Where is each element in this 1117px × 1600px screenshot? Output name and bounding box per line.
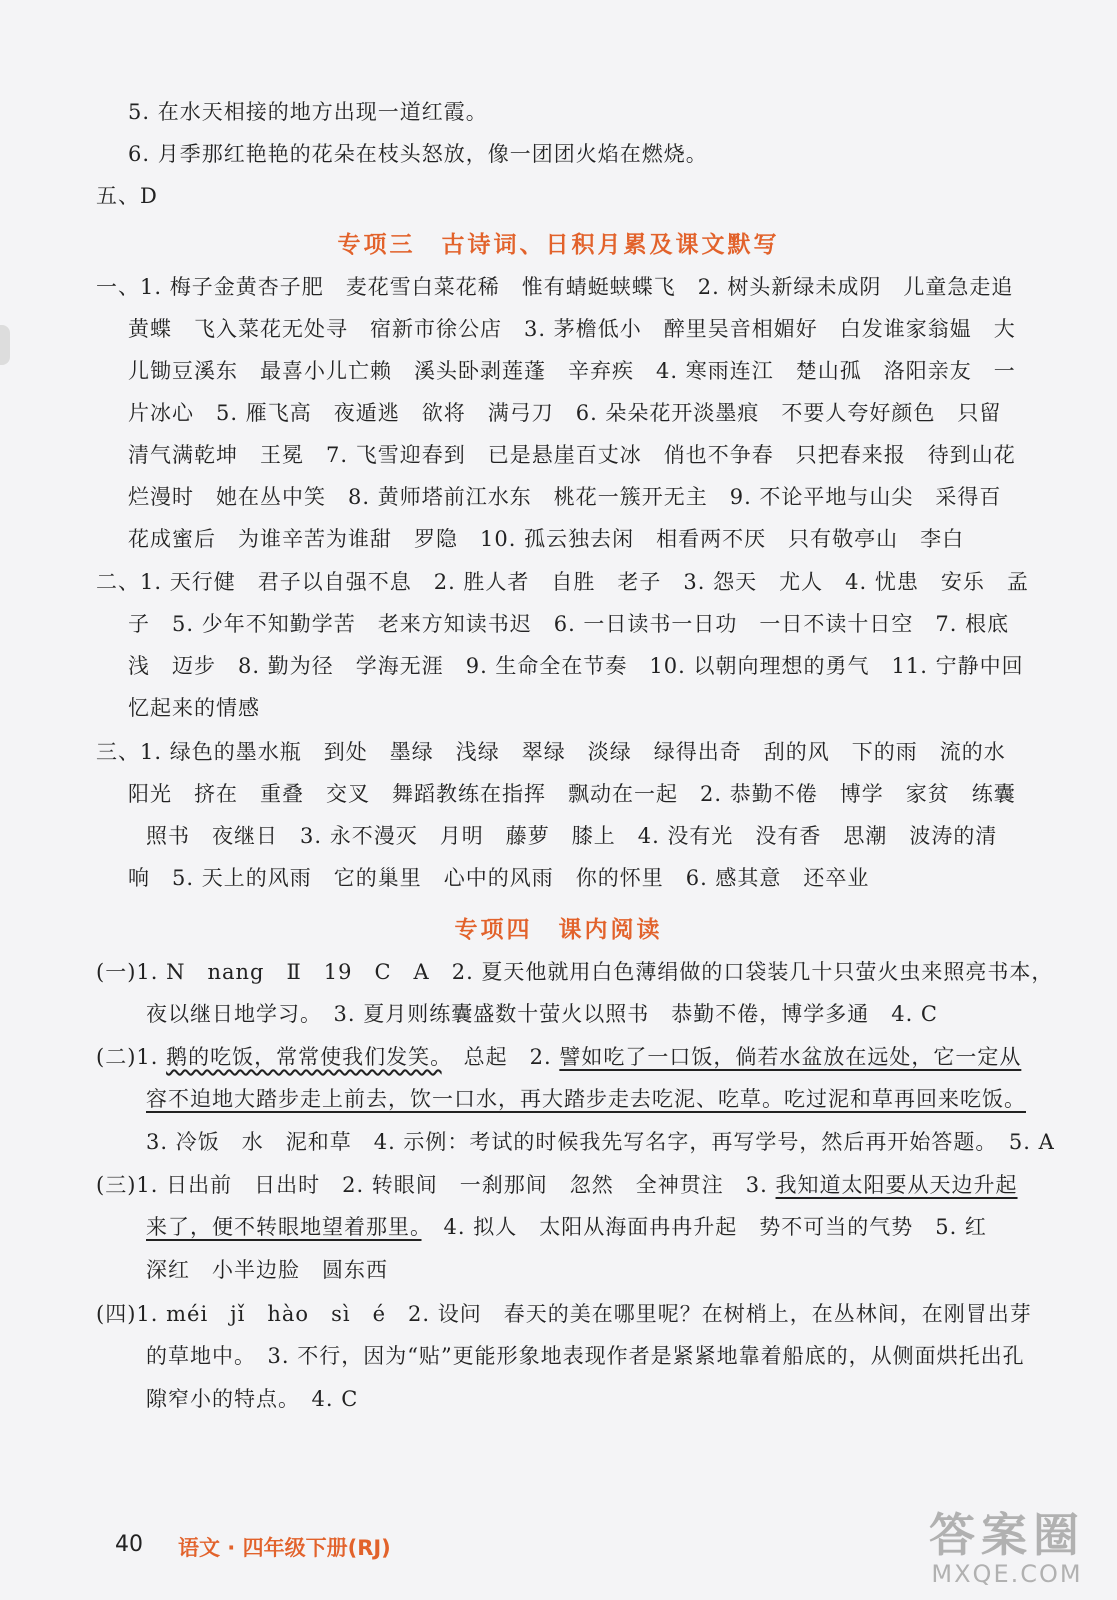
answer-line: 五、D (96, 184, 158, 208)
answer-line: 照书 夜继日 3. 永不漫灭 月明 藤萝 膝上 4. 没有光 没有香 思潮 波涛的清 (146, 824, 998, 848)
answer-segment: 总起 2. (441, 1045, 560, 1069)
answer-line: 二、1. 天行健 君子以自强不息 2. 胜人者 自胜 老子 3. 怨天 尤人 4. 忧患 安乐 孟 (96, 570, 1029, 594)
underlined-answer: 譬如吃了一口饭，倘若水盆放在远处，它一定从 (559, 1045, 1022, 1069)
underlined-answer: 容不迫地大踏步走上前去，饮一口水，再大踏步走去吃泥、吃草。吃过泥和草再回来吃饭。 (146, 1087, 1026, 1111)
book-title: 语文 · 四年级下册(RJ) (178, 1536, 391, 1560)
answer-line: 花成蜜后 为谁辛苦为谁甜 罗隐 10. 孤云独去闲 相看两不厌 只有敬亭山 李白 (128, 527, 965, 551)
answer-line: 浅 迈步 8. 勤为径 学海无涯 9. 生命全在节奏 10. 以朝向理想的勇气 11. 宁静中回 (128, 654, 1024, 678)
answer-line: 一、1. 梅子金黄杏子肥 麦花雪白菜花稀 惟有蜻蜓蛱蝶飞 2. 树头新绿未成阴 儿童急走追 (96, 275, 1014, 299)
answer-line (96, 1042, 1021, 1072)
answer-segment: 4. 拟人 太阳从海面冉冉升起 势不可当的气势 5. 红 (421, 1215, 987, 1239)
answer-segment: (二)1. (96, 1045, 167, 1069)
answer-line (96, 1170, 1018, 1200)
answer-line: (一)1. N nang Ⅱ 19 C A 2. 夏天他就用白色薄绢做的口袋装几十只萤火虫来照亮书本， (96, 960, 1054, 984)
answer-line: 阳光 挤在 重叠 交叉 舞蹈教练在指挥 飘动在一起 2. 恭勤不倦 博学 家贫 练囊 (128, 782, 1016, 806)
section-heading-3: 专项三 古诗词、日积月累及课文默写 (337, 232, 780, 258)
watermark-url: MXQE.COM (931, 1560, 1083, 1588)
answer-segment: (三)1. 日出前 日出时 2. 转眼间 一刹那间 忽然 全神贯注 3. (96, 1173, 776, 1197)
answer-line: 片冰心 5. 雁飞高 夜遁逃 欲将 满弓刀 6. 朵朵花开淡墨痕 不要人夸好颜色 只留 (128, 401, 1002, 425)
answer-line: 5. 在水天相接的地方出现一道红霞。 (128, 100, 488, 124)
underlined-answer: 我知道太阳要从天边升起 (775, 1173, 1018, 1197)
answer-line: 3. 冷饭 水 泥和草 4. 示例：考试的时候我先写名字，再写学号，然后再开始答题。 5. A (146, 1130, 1055, 1154)
answer-line: 黄蝶 飞入菜花无处寻 宿新市徐公店 3. 茅檐低小 醉里吴音相媚好 白发谁家翁媪 大 (128, 317, 1016, 341)
answer-line: 深红 小半边脸 圆东西 (146, 1258, 388, 1282)
answer-line (146, 1212, 987, 1242)
page-edge-mark (0, 325, 10, 365)
underlined-answer: 来了，便不转眼地望着那里。 (146, 1215, 422, 1239)
answer-line: 子 5. 少年不知勤学苦 老来方知读书迟 6. 一日读书一日功 一日不读十日空 7. 根底 (128, 612, 1010, 636)
answer-line: 隙窄小的特点。 4. C (146, 1387, 359, 1411)
section-heading-4: 专项四 课内阅读 (454, 917, 663, 943)
answer-line: 清气满乾坤 王冕 7. 飞雪迎春到 已是悬崖百丈冰 俏也不争春 只把春来报 待到山花 (128, 443, 1016, 467)
answer-line: 响 5. 天上的风雨 它的巢里 心中的风雨 你的怀里 6. 感其意 还卒业 (128, 866, 870, 890)
watermark-text: 答案圈 (929, 1508, 1085, 1562)
answer-line: 忆起来的情感 (128, 696, 260, 720)
answer-line: 三、1. 绿色的墨水瓶 到处 墨绿 浅绿 翠绿 淡绿 绿得出奇 刮的风 下的雨 流的水 (96, 740, 1006, 764)
wavy-underlined-answer: 鹅的吃饭，常常使我们发笑。 (166, 1045, 442, 1069)
watermark-logo (929, 1510, 1085, 1588)
answer-line: 儿锄豆溪东 最喜小儿亡赖 溪头卧剥莲蓬 辛弃疾 4. 寒雨连江 楚山孤 洛阳亲友 一 (128, 359, 1016, 383)
page-number: 40 (115, 1532, 143, 1557)
answer-line: 烂漫时 她在丛中笑 8. 黄师塔前江水东 桃花一簇开无主 9. 不论平地与山尖 采得百 (128, 485, 1002, 509)
answer-line: 的草地中。 3. 不行，因为“贴”更能形象地表现作者是紧紧地靠着船底的，从侧面烘托出孔 (146, 1344, 1025, 1368)
answer-line: (四)1. méi jǐ hào sì é 2. 设问 春天的美在哪里呢？在树梢上，在丛林间，在刚冒出芽 (96, 1302, 1032, 1326)
answer-line: 6. 月季那红艳艳的花朵在枝头怒放，像一团团火焰在燃烧。 (128, 142, 708, 166)
answer-line: 夜以继日地学习。 3. 夏月则练囊盛数十萤火以照书 恭勤不倦，博学多通 4. C (146, 1002, 938, 1026)
